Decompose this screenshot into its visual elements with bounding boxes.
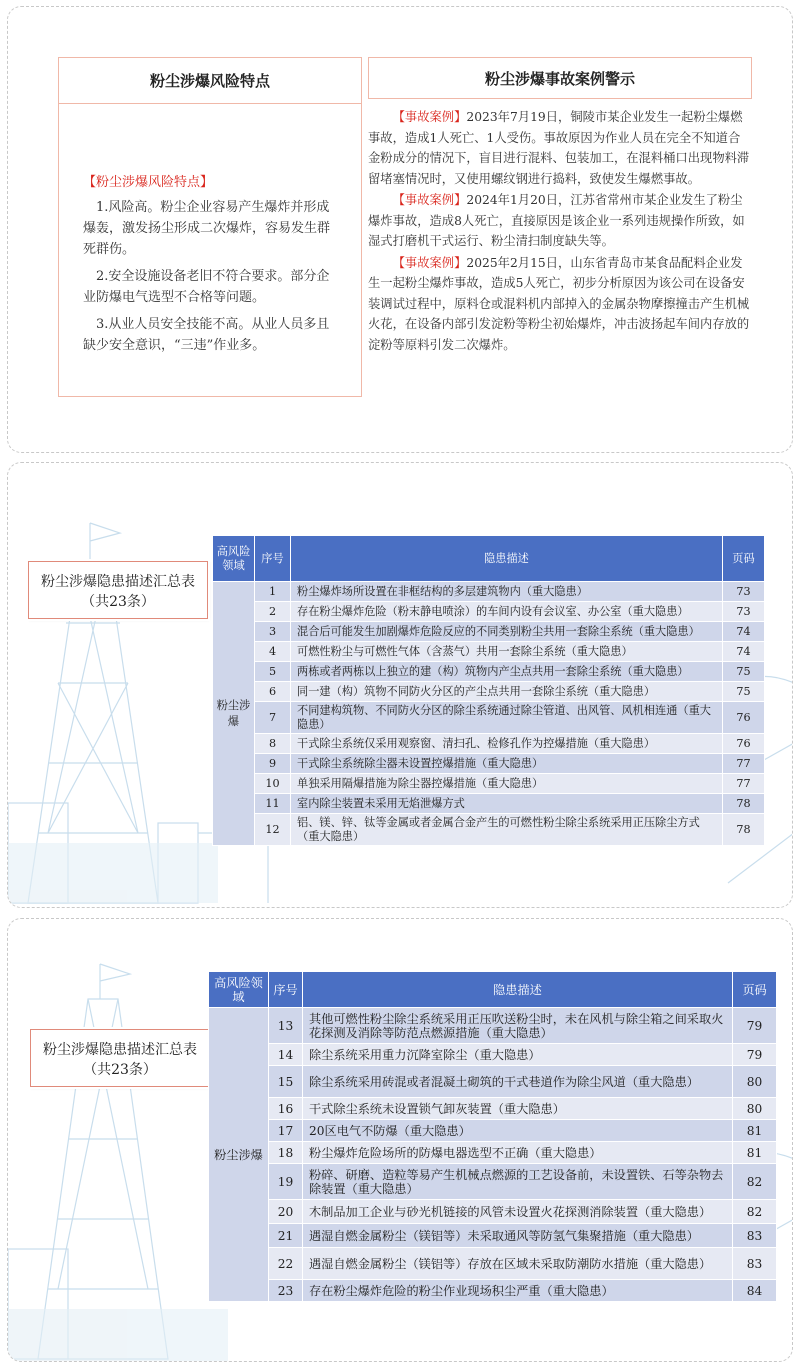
row-desc: 存在粉尘爆炸危险（粉末静电喷涂）的车间内设有会议室、办公室（重大隐患） xyxy=(291,602,723,622)
domain-cell: 粉尘涉爆 xyxy=(209,1008,269,1302)
header-page: 页码 xyxy=(733,972,777,1008)
case-tag: 【事故案例】 xyxy=(392,255,467,270)
risk-features-panel xyxy=(58,57,362,397)
row-seq: 23 xyxy=(269,1280,303,1302)
header-desc: 隐患描述 xyxy=(291,536,723,582)
summary-label-count: （共23条） xyxy=(81,594,155,610)
row-seq: 7 xyxy=(255,702,291,734)
row-seq: 11 xyxy=(255,794,291,814)
row-page: 80 xyxy=(733,1066,777,1098)
summary-label xyxy=(30,1029,210,1087)
row-seq: 22 xyxy=(269,1248,303,1280)
row-desc: 干式除尘系统未设置锁气卸灰装置（重大隐患） xyxy=(303,1098,733,1120)
row-desc: 室内除尘装置未采用无焰泄爆方式 xyxy=(291,794,723,814)
row-page: 82 xyxy=(733,1164,777,1200)
row-page: 76 xyxy=(723,702,765,734)
row-page: 80 xyxy=(733,1098,777,1120)
case-list xyxy=(368,107,752,356)
row-seq: 1 xyxy=(255,582,291,602)
row-desc: 除尘系统采用重力沉降室除尘（重大隐患） xyxy=(303,1044,733,1066)
row-desc: 单独采用隔爆措施为除尘器控爆措施（重大隐患） xyxy=(291,774,723,794)
case-item xyxy=(368,107,752,189)
risk-point: 1.风险高。粉尘企业容易产生爆炸并形成爆轰，激发扬尘形成二次爆炸，容易发生群死群伤。 xyxy=(83,200,331,257)
case-text: 2025年2月15日，山东省青岛市某食品配料企业发生一起粉尘爆炸事故，造成5人死亡，初步分析原因为该公司在设备安装调试过程中，原料仓或混料机内部掉入的金属杂物摩擦撞击产生机械火花，在设备内部引发淀粉等粉尘初始爆炸，冲击波扬起车间内存放的淀粉等原料引发二次爆炸。 xyxy=(368,255,750,352)
row-page: 75 xyxy=(723,682,765,702)
row-seq: 12 xyxy=(255,814,291,846)
risk-point: 3.从业人员安全技能不高。从业人员多且缺少安全意识，“三违”作业多。 xyxy=(83,317,330,353)
header-domain: 高风险领域 xyxy=(209,972,269,1008)
row-page: 83 xyxy=(733,1248,777,1280)
row-page: 77 xyxy=(723,754,765,774)
row-seq: 13 xyxy=(269,1008,303,1044)
case-text: 2024年1月20日，江苏省常州市某企业发生了粉尘爆炸事故，造成8人死亡，直接原因是该企业一系列违规操作所致，如湿式打磨机干式运行、粉尘清扫制度缺失等。 xyxy=(368,193,745,248)
case-item xyxy=(368,190,752,252)
row-page: 79 xyxy=(733,1008,777,1044)
row-page: 78 xyxy=(723,794,765,814)
row-page: 75 xyxy=(723,662,765,682)
header-seq: 序号 xyxy=(255,536,291,582)
row-page: 73 xyxy=(723,582,765,602)
hazard-table-2 xyxy=(208,971,777,1302)
row-desc: 同一建（构）筑物不同防火分区的产尘点共用一套除尘系统（重大隐患） xyxy=(291,682,723,702)
row-seq: 5 xyxy=(255,662,291,682)
summary-label-count: （共23条） xyxy=(83,1062,157,1078)
row-desc: 两栋或者两栋以上独立的建（构）筑物内产尘点共用一套除尘系统（重大隐患） xyxy=(291,662,723,682)
row-seq: 2 xyxy=(255,602,291,622)
row-seq: 14 xyxy=(269,1044,303,1066)
row-desc: 存在粉尘爆炸危险的粉尘作业现场积尘严重（重大隐患） xyxy=(303,1280,733,1302)
row-desc: 干式除尘系统除尘器未设置控爆措施（重大隐患） xyxy=(291,754,723,774)
header-seq: 序号 xyxy=(269,972,303,1008)
case-text: 2023年7月19日，铜陵市某企业发生一起粉尘爆燃事故，造成1人死亡、1人受伤。事故原因为作业人员在完全不知道合金粉成分的情况下，盲目进行混料、包装加工，在混料桶口出现物料滞留堵塞情况时，又使用螺纹钢进行捣料，致使发生爆燃事故。 xyxy=(368,110,750,186)
row-desc: 除尘系统采用砖混或者混凝土砌筑的干式巷道作为除尘风道（重大隐患） xyxy=(303,1066,733,1098)
summary-label-title: 粉尘涉爆隐患描述汇总表 xyxy=(43,1042,197,1058)
risk-point: 2.安全设施设备老旧不符合要求。部分企业防爆电气选型不合格等问题。 xyxy=(83,269,330,305)
row-page: 74 xyxy=(723,642,765,662)
row-seq: 20 xyxy=(269,1200,303,1224)
row-seq: 19 xyxy=(269,1164,303,1200)
row-page: 76 xyxy=(723,734,765,754)
row-seq: 21 xyxy=(269,1224,303,1248)
row-desc: 可燃性粉尘与可燃性气体（含蒸气）共用一套除尘系统（重大隐患） xyxy=(291,642,723,662)
row-page: 81 xyxy=(733,1120,777,1142)
domain-cell: 粉尘涉爆 xyxy=(213,582,255,846)
row-seq: 15 xyxy=(269,1066,303,1098)
row-page: 81 xyxy=(733,1142,777,1164)
header-page: 页码 xyxy=(723,536,765,582)
row-desc: 其他可燃性粉尘除尘系统采用正压吹送粉尘时，未在风机与除尘箱之间采取火花探测及消除等防范点燃源措施（重大隐患） xyxy=(303,1008,733,1044)
row-page: 74 xyxy=(723,622,765,642)
case-item xyxy=(368,253,752,356)
row-desc: 铝、镁、锌、钛等金属或者金属合金产生的可燃性粉尘除尘系统采用正压除尘方式（重大隐患） xyxy=(291,814,723,846)
row-seq: 10 xyxy=(255,774,291,794)
header-desc: 隐患描述 xyxy=(303,972,733,1008)
row-desc: 遇湿自燃金属粉尘（镁铝等）存放在区域未采取防潮防水措施（重大隐患） xyxy=(303,1248,733,1280)
row-desc: 木制品加工企业与砂光机链接的风管未设置火花探测消除装置（重大隐患） xyxy=(303,1200,733,1224)
risk-features-title: 粉尘涉爆风险特点 xyxy=(59,58,361,104)
row-page: 84 xyxy=(733,1280,777,1302)
hazard-summary-slide-2 xyxy=(7,918,793,1362)
row-desc: 粉尘爆炸危险场所的防爆电器选型不正确（重大隐患） xyxy=(303,1142,733,1164)
case-warning-title: 粉尘涉爆事故案例警示 xyxy=(368,57,752,99)
row-seq: 6 xyxy=(255,682,291,702)
row-desc: 20区电气不防爆（重大隐患） xyxy=(303,1120,733,1142)
risk-features-slide xyxy=(7,6,793,453)
row-seq: 9 xyxy=(255,754,291,774)
row-desc: 遇湿自燃金属粉尘（镁铝等）未采取通风等防氢气集聚措施（重大隐患） xyxy=(303,1224,733,1248)
row-seq: 16 xyxy=(269,1098,303,1120)
row-desc: 粉碎、研磨、造粒等易产生机械点燃源的工艺设备前，未设置铁、石等杂物去除装置（重大隐患） xyxy=(303,1164,733,1200)
row-page: 77 xyxy=(723,774,765,794)
row-seq: 18 xyxy=(269,1142,303,1164)
row-seq: 17 xyxy=(269,1120,303,1142)
row-page: 79 xyxy=(733,1044,777,1066)
row-page: 78 xyxy=(723,814,765,846)
row-seq: 8 xyxy=(255,734,291,754)
row-page: 73 xyxy=(723,602,765,622)
summary-label-title: 粉尘涉爆隐患描述汇总表 xyxy=(41,574,195,590)
row-desc: 粉尘爆炸场所设置在非框结构的多层建筑物内（重大隐患） xyxy=(291,582,723,602)
row-desc: 不同建构筑物、不同防火分区的除尘系统通过除尘管道、出风管、风机相连通（重大隐患） xyxy=(291,702,723,734)
risk-features-tag: 【粉尘涉爆风险特点】 xyxy=(83,175,214,190)
hazard-table-1 xyxy=(212,535,765,846)
row-seq: 4 xyxy=(255,642,291,662)
row-page: 83 xyxy=(733,1224,777,1248)
row-desc: 干式除尘系统仅采用观察窗、清扫孔、检修孔作为控爆措施（重大隐患） xyxy=(291,734,723,754)
row-desc: 混合后可能发生加剧爆炸危险反应的不同类别粉尘共用一套除尘系统（重大隐患） xyxy=(291,622,723,642)
case-tag: 【事故案例】 xyxy=(392,110,467,124)
header-domain: 高风险领域 xyxy=(213,536,255,582)
hazard-summary-slide-1 xyxy=(7,462,793,908)
case-tag: 【事故案例】 xyxy=(392,193,467,207)
summary-label xyxy=(28,561,208,619)
row-seq: 3 xyxy=(255,622,291,642)
row-page: 82 xyxy=(733,1200,777,1224)
